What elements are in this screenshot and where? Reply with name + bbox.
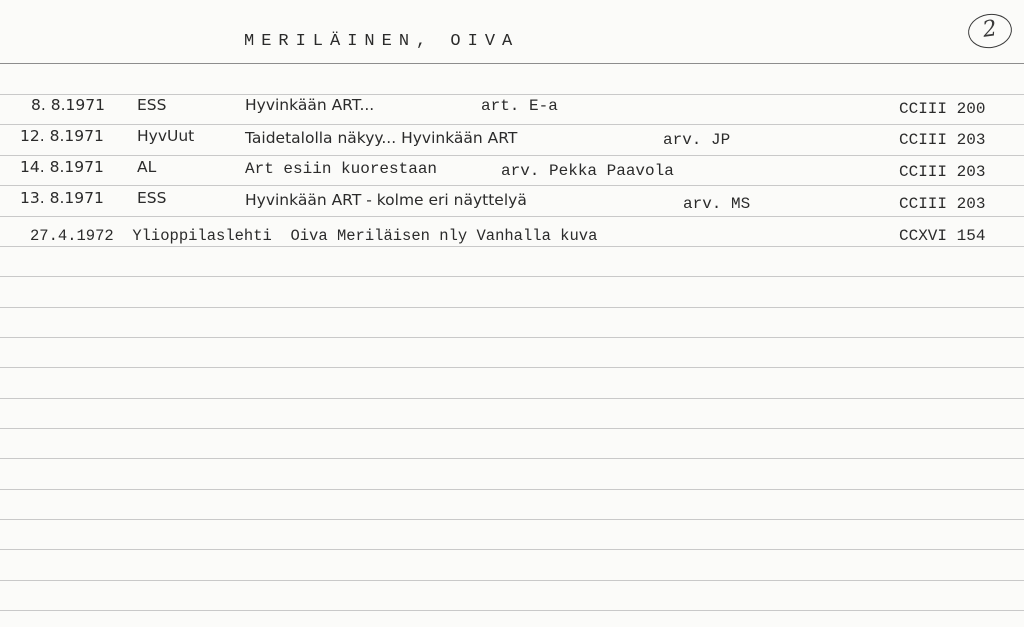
entry-line: 27.4.1972 Ylioppilaslehti Oiva Meriläisen nly Vanhalla kuva <box>30 227 598 245</box>
entry-title: Hyvinkään ART... <box>245 96 375 114</box>
entry-title: Hyvinkään ART - kolme eri näyttelyä <box>245 191 527 209</box>
ruled-line <box>0 246 1024 247</box>
ruled-line <box>0 155 1024 156</box>
header-rule <box>0 63 1024 64</box>
ruled-line <box>0 428 1024 429</box>
entry-reference: CCIII 200 <box>899 100 986 118</box>
entry-source: ESS <box>137 189 167 207</box>
ruled-line <box>0 216 1024 217</box>
entry-title: Taidetalolla näkyy... Hyvinkään ART <box>245 129 518 147</box>
ruled-line <box>0 307 1024 308</box>
ruled-line <box>0 610 1024 611</box>
entry-note: arv. Pekka Paavola <box>501 162 674 180</box>
ruled-line <box>0 580 1024 581</box>
entry-reference: CCIII 203 <box>899 131 986 149</box>
card-heading: MERILÄINEN, OIVA <box>244 32 520 51</box>
entry-date: 8. 8.1971 <box>31 96 105 114</box>
ruled-line <box>0 489 1024 490</box>
ruled-line <box>0 124 1024 125</box>
ruled-line <box>0 519 1024 520</box>
entry-reviewer: arv. MS <box>683 195 751 213</box>
entry-reference: CCIII 203 <box>899 195 986 213</box>
entry-reviewer: arv. JP <box>663 131 731 149</box>
ruled-line <box>0 276 1024 277</box>
page-number-circle <box>966 11 1014 51</box>
entry-date: 14. 8.1971 <box>20 158 104 176</box>
entry-date: 12. 8.1971 <box>20 127 104 145</box>
page-number: 2 <box>981 16 999 43</box>
ruled-line <box>0 185 1024 186</box>
entry-source: HyvUut <box>137 127 195 145</box>
entry-date: 13. 8.1971 <box>20 189 104 207</box>
ruled-line <box>0 367 1024 368</box>
ruled-line <box>0 549 1024 550</box>
ruled-line <box>0 458 1024 459</box>
entry-reference: CCXVI 154 <box>899 227 986 245</box>
entry-source: ESS <box>137 96 167 114</box>
entry-reference: CCIII 203 <box>899 163 986 181</box>
ruled-line <box>0 398 1024 399</box>
entry-source: AL <box>137 158 157 176</box>
entry-note: art. E-a <box>481 97 558 115</box>
entry-title: Art esiin kuorestaan <box>245 160 438 178</box>
ruled-line <box>0 337 1024 338</box>
